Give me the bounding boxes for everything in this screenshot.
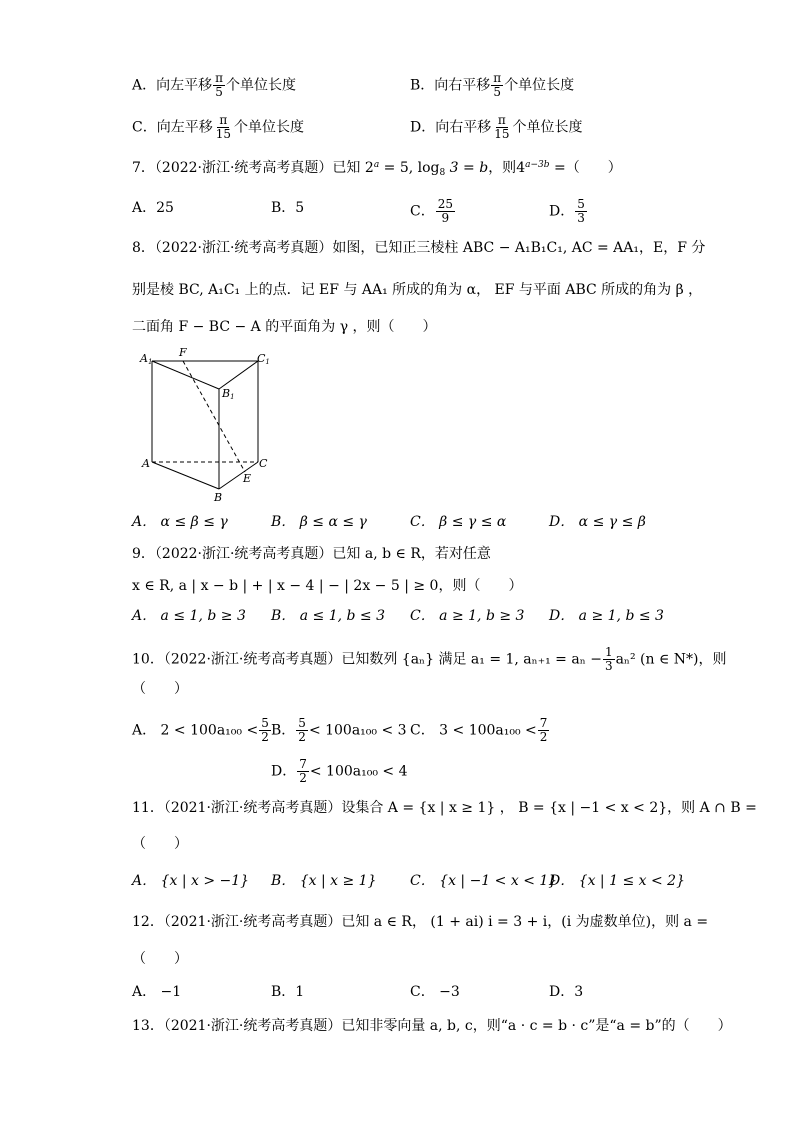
q12-option-a: A． −1 bbox=[132, 984, 182, 1000]
q8-option-b: B． β ≤ α ≤ γ bbox=[271, 514, 367, 530]
q10-option-d: D． $\frac{7}{2}$ < 100a₁₀₀ < 4 bbox=[271, 757, 408, 785]
q7-stem: 7．（2022·浙江·统考高考真题）已知 $2^a = 5$, $\log_8 3 = b$，则$4^{a-3b}$ =（ ） bbox=[132, 160, 622, 178]
q11-option-d: D． {x | 1 ≤ x < 2} bbox=[549, 873, 685, 889]
q8-option-a: A． α ≤ β ≤ γ bbox=[132, 514, 228, 530]
label-c1: C1 bbox=[257, 352, 270, 366]
q9-option-c: C． a ≥ 1, b ≥ 3 bbox=[410, 608, 525, 624]
q6-option-d: D．向右平移 $\frac{\pi}{15}$ 个单位长度 bbox=[410, 113, 583, 141]
label-e: E bbox=[243, 472, 252, 485]
q11-paren: （ ） bbox=[132, 836, 188, 852]
q10-option-b: B． $\frac{5}{2}$ < 100a₁₀₀ < 3 bbox=[271, 716, 407, 744]
q7-option-c: C． $\frac{25}{9}$ bbox=[410, 197, 453, 225]
q10-option-a: A． 2 < 100a₁₀₀ < $\frac{5}{2}$ bbox=[132, 716, 269, 744]
q9-option-b: B． a ≤ 1, b ≤ 3 bbox=[271, 608, 386, 624]
q13-stem: 13．（2021·浙江·统考高考真题）已知非零向量 a, b, c，则“a · c = b · c”是“a = b”的（ ） bbox=[132, 1018, 732, 1034]
q7-option-b: B．5 bbox=[271, 200, 305, 216]
label-a1: A1 bbox=[140, 352, 153, 366]
q9-option-a: A． a ≤ 1, b ≥ 3 bbox=[132, 608, 246, 624]
q11-option-a: A． {x | x > −1} bbox=[132, 873, 250, 889]
q9-line-1: 9．（2022·浙江·统考高考真题）已知 a, b ∈ R，若对任意 bbox=[132, 546, 491, 562]
q8-line-2: 别是棱 BC, A₁C₁ 上的点．记 EF 与 AA₁ 所成的角为 α， EF 与平面 ABC 所成的角为 β ， bbox=[132, 282, 703, 298]
q12-option-b: B．1 bbox=[271, 984, 305, 1000]
q9-line-2: x ∈ R, a | x − b | + | x − 4 | − | 2x − 5 | ≥ 0，则（ ） bbox=[132, 578, 523, 594]
q8-line-1: 8．（2022·浙江·统考高考真题）如图，已知正三棱柱 ABC − A₁B₁C₁, AC = AA₁，E，F 分 bbox=[132, 240, 706, 256]
q12-stem: 12．（2021·浙江·统考高考真题）已知 a ∈ R， (1 + ai) i = 3 + i，(i 为虚数单位)，则 a = bbox=[132, 914, 709, 930]
q8-option-c: C． β ≤ γ ≤ α bbox=[410, 514, 507, 530]
q10-option-c: C． 3 < 100a₁₀₀ < $\frac{7}{2}$ bbox=[410, 716, 548, 744]
q7-option-d: D． $\frac{5}{3}$ bbox=[549, 197, 585, 225]
prism-figure bbox=[138, 348, 278, 503]
q10-paren: （ ） bbox=[132, 681, 188, 697]
q11-option-c: C． {x | −1 < x < 1} bbox=[410, 873, 558, 889]
q12-option-d: D．3 bbox=[549, 984, 584, 1000]
q6-option-b: B．向右平移 $\frac{\pi}{5}$ 个单位长度 bbox=[410, 71, 575, 99]
q12-option-c: C． −3 bbox=[410, 984, 460, 1000]
q6-option-a: A．向左平移 $\frac{\pi}{5}$ 个单位长度 bbox=[132, 71, 297, 99]
q12-paren: （ ） bbox=[132, 951, 188, 967]
edge-bc bbox=[219, 462, 258, 489]
edge-a1b1 bbox=[152, 361, 219, 389]
q6-option-c: C．向左平移 $\frac{\pi}{15}$ 个单位长度 bbox=[132, 113, 304, 141]
q8-option-d: D． α ≤ γ ≤ β bbox=[549, 514, 646, 530]
label-f: F bbox=[179, 348, 187, 359]
label-c: C bbox=[259, 457, 268, 470]
label-b: B bbox=[214, 491, 223, 503]
q8-line-3: 二面角 F − BC − A 的平面角为 γ ，则（ ） bbox=[132, 319, 437, 335]
edge-b1c1 bbox=[219, 361, 258, 389]
label-b1: B1 bbox=[222, 387, 235, 401]
edge-ab bbox=[152, 462, 219, 489]
q10-stem: 10．（2022·浙江·统考高考真题）已知数列 {aₙ} 满足 a₁ = 1, aₙ₊₁ = aₙ − $\frac{1}{3}$ aₙ² (n ∈ N*)，则 bbox=[132, 645, 727, 673]
q11-stem: 11．（2021·浙江·统考高考真题）设集合 A = {x | x ≥ 1} ， B = {x | −1 < x < 2}，则 A ∩ B = bbox=[132, 800, 757, 816]
q9-option-d: D． a ≥ 1, b ≤ 3 bbox=[549, 608, 664, 624]
label-a: A bbox=[142, 457, 150, 470]
q11-option-b: B． {x | x ≥ 1} bbox=[271, 873, 377, 889]
q7-option-a: A．25 bbox=[132, 200, 174, 216]
